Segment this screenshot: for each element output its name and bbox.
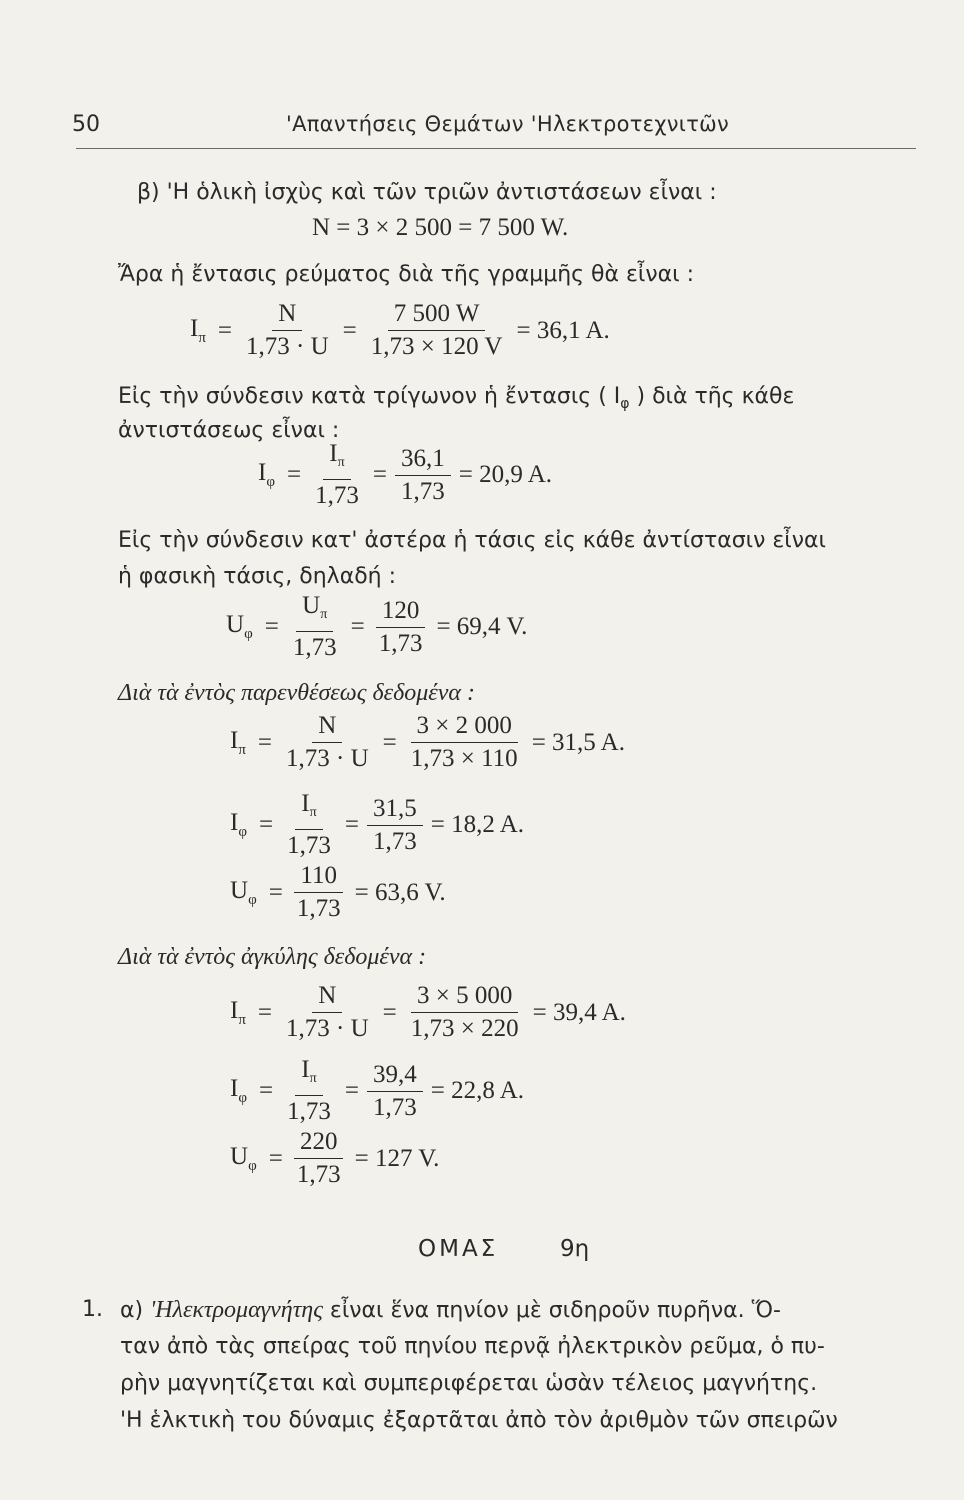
section-title: ΟΜΑΣ	[418, 1236, 499, 1262]
equation-bracket-line-current: $I_\pi$ = $\frac{N}{1,73 \cdot U}$ = $\frac{3 \times 5 000}{1,73 \times 220}$ = 39,4 A.	[230, 982, 626, 1042]
item-line-3: ρὴν μαγνητίζεται καὶ συμπεριφέρεται ὡσὰν τέλειος μαγνήτης.	[120, 1371, 818, 1396]
equation-parenthesis-line-current: $I_\pi$ = $\frac{N}{1,73 \cdot U}$ = $\frac{3 \times 2 000}{1,73 \times 110}$ = 31,5 A.	[230, 712, 625, 772]
item-line-1: α) 'Ηλεκτρομαγνήτης εἶναι ἕνα πηνίον μὲ σιδηροῦν πυρῆνα. Ὅ-	[120, 1297, 781, 1323]
fraction: $\frac{7 500 W}{1,73 \times 120 V}$	[370, 300, 503, 360]
equation-bracket-phase-current: $I_\varphi$ = $\frac{I_\pi}{1,73}$ = $\frac{39,4}{1,73}$ = 22,8 A.	[230, 1056, 524, 1125]
page-number: 50	[72, 112, 100, 137]
part-b-intro: β) 'Η ὁλικὴ ἰσχὺς καὶ τῶν τριῶν ἀντιστάσεων εἶναι :	[137, 180, 717, 205]
equation-parenthesis-phase-voltage: $U_\varphi$ = $\frac{110}{1,73}$ = 63,6 V.	[230, 862, 446, 922]
bracket-heading: Διὰ τὰ ἐντὸς ἀγκύλης δεδομένα :	[118, 944, 427, 970]
delta-intro-line2: ἀντιστάσεως εἶναι :	[118, 418, 340, 443]
parenthesis-heading: Διὰ τὰ ἐντὸς παρενθέσεως δεδομένα :	[118, 680, 475, 706]
power-equation: N = 3 × 2 500 = 7 500 W.	[312, 214, 569, 241]
item-number: 1.	[82, 1297, 103, 1322]
item-line-2: ταν ἀπὸ τὰς σπείρας τοῦ πηνίου περνᾷ ἠλεκτρικὸν ρεῦμα, ὁ πυ-	[120, 1334, 825, 1359]
header-rule	[76, 148, 916, 149]
star-intro-line1: Εἰς τὴν σύνδεσιν κατ' ἀστέρα ἡ τάσις εἰς κάθε ἀντίστασιν εἶναι	[118, 528, 826, 553]
running-title: 'Απαντήσεις Θεμάτων 'Ηλεκτροτεχνιτῶν	[286, 112, 730, 136]
fraction: $\frac{N}{1,73 \cdot U}$	[246, 300, 329, 360]
equation-parenthesis-phase-current: $I_\varphi$ = $\frac{I_\pi}{1,73}$ = $\frac{31,5}{1,73}$ = 18,2 A.	[230, 790, 524, 859]
item-term: 'Ηλεκτρομαγνήτης	[150, 1297, 323, 1323]
star-intro-line2: ἡ φασικὴ τάσις, δηλαδή :	[118, 564, 397, 589]
line-current-intro: Ἄρα ἡ ἔντασις ρεύματος διὰ τῆς γραμμῆς θὰ εἶναι :	[118, 262, 694, 287]
equation-line-current: $I_\pi$ = $\frac{N}{1,73 \cdot U}$ = $\frac{7 500 W}{1,73 \times 120 V}$ = 36,1 A.	[190, 300, 610, 360]
equation-bracket-phase-voltage: $U_\varphi$ = $\frac{220}{1,73}$ = 127 V.	[230, 1128, 440, 1188]
section-number: 9η	[560, 1236, 590, 1262]
eq-lhs: $I_\pi$	[190, 314, 206, 346]
item-line-4: 'Η ἑλκτικὴ του δύναμις ἐξαρτᾶται ἀπὸ τὸν ἀριθμὸν τῶν σπειρῶν	[120, 1408, 838, 1433]
delta-intro-line1: Εἰς τὴν σύνδεσιν κατὰ τρίγωνον ἡ ἔντασις ( $I_\varphi$ ) διὰ τῆς κάθε	[118, 384, 795, 412]
equation-phase-current: $I_\varphi$ = $\frac{I_\pi}{1,73}$ = $\frac{36,1}{1,73}$ = 20,9 A.	[258, 440, 552, 509]
equation-phase-voltage: $U_\varphi$ = $\frac{U_\pi}{1,73}$ = $\frac{120}{1,73}$ = 69,4 V.	[226, 592, 528, 661]
